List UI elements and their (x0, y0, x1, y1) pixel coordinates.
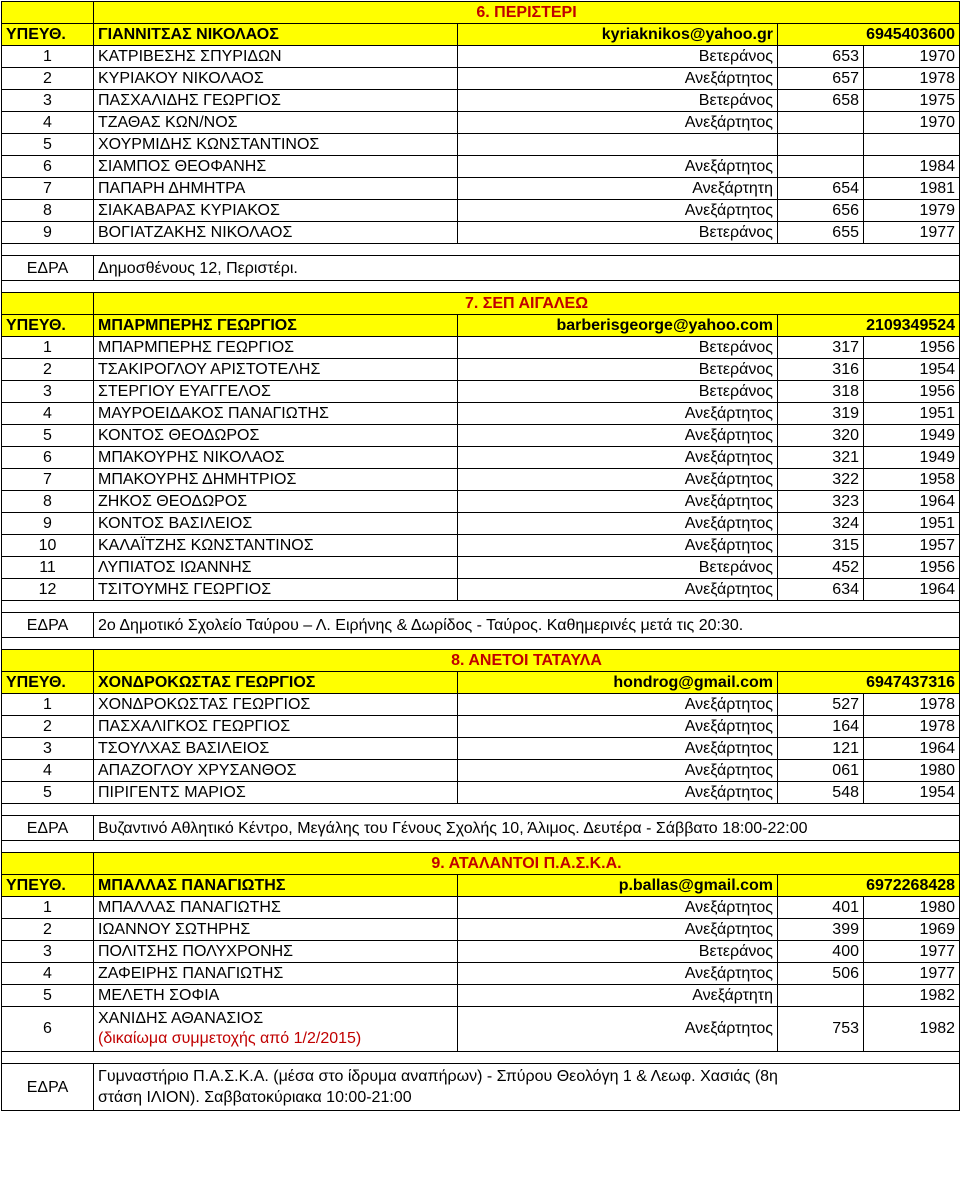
member-category: Ανεξάρτητος (458, 1007, 778, 1052)
section-title: 8. ΑΝΕΤΟΙ ΤΑΤΑΥΛΑ (94, 650, 960, 672)
member-name: ΠΑΠΑΡΗ ΔΗΜΗΤΡΑ (94, 178, 458, 200)
member-id: 657 (778, 68, 864, 90)
spacer-row (2, 244, 960, 256)
clubs-table (1, 1, 960, 1111)
member-id: 452 (778, 557, 864, 579)
member-row (2, 694, 960, 716)
member-year: 1984 (864, 156, 960, 178)
seat-address: 2ο Δημοτικό Σχολείο Ταύρου – Λ. Ειρήνης & Δωρίδος - Ταύρος. Καθημερινές μετά τις 20:30. (94, 613, 960, 638)
spacer-row (2, 804, 960, 816)
member-category (458, 134, 778, 156)
responsible-phone: 2109349524 (778, 315, 960, 337)
section-title-pad (2, 2, 94, 24)
seat-label: ΕΔΡΑ (2, 256, 94, 281)
member-number: 9 (2, 513, 94, 535)
member-year: 1982 (864, 985, 960, 1007)
member-year (864, 134, 960, 156)
member-name: ΜΠΑΚΟΥΡΗΣ ΔΗΜΗΤΡΙΟΣ (94, 469, 458, 491)
responsible-row (2, 24, 960, 46)
member-id: 320 (778, 425, 864, 447)
member-row (2, 403, 960, 425)
member-row (2, 963, 960, 985)
member-year: 1956 (864, 381, 960, 403)
member-year: 1956 (864, 337, 960, 359)
member-category: Ανεξάρτητος (458, 447, 778, 469)
member-name: ΣΙΑΜΠΟΣ ΘΕΟΦΑΝΗΣ (94, 156, 458, 178)
member-category: Ανεξάρτητη (458, 178, 778, 200)
member-name: ΜΠΑΚΟΥΡΗΣ ΝΙΚΟΛΑΟΣ (94, 447, 458, 469)
member-name: ΚΑΛΑΪΤΖΗΣ ΚΩΝΣΤΑΝΤΙΝΟΣ (94, 535, 458, 557)
member-category: Ανεξάρτητος (458, 579, 778, 601)
member-row (2, 359, 960, 381)
member-row (2, 941, 960, 963)
responsible-name: ΓΙΑΝΝΙΤΣΑΣ ΝΙΚΟΛΑΟΣ (94, 24, 458, 46)
spacer-row (2, 281, 960, 293)
responsible-phone: 6945403600 (778, 24, 960, 46)
seat-row (2, 1064, 960, 1111)
member-year: 1964 (864, 738, 960, 760)
member-category: Βετεράνος (458, 941, 778, 963)
member-year: 1977 (864, 941, 960, 963)
member-name: ΠΟΛΙΤΣΗΣ ΠΟΛΥΧΡΟΝΗΣ (94, 941, 458, 963)
member-number: 5 (2, 425, 94, 447)
responsible-row (2, 315, 960, 337)
member-row (2, 200, 960, 222)
member-row (2, 68, 960, 90)
member-name: ΤΣΙΤΟΥΜΗΣ ΓΕΩΡΓΙΟΣ (94, 579, 458, 601)
member-number: 11 (2, 557, 94, 579)
member-id: 656 (778, 200, 864, 222)
spacer-cell (2, 601, 960, 613)
member-id: 400 (778, 941, 864, 963)
member-category: Βετεράνος (458, 90, 778, 112)
member-row (2, 782, 960, 804)
member-row (2, 46, 960, 68)
member-category: Ανεξάρτητος (458, 738, 778, 760)
member-name: ΣΤΕΡΓΙΟΥ ΕΥΑΓΓΕΛΟΣ (94, 381, 458, 403)
member-row (2, 491, 960, 513)
member-category: Ανεξάρτητος (458, 68, 778, 90)
member-number: 3 (2, 381, 94, 403)
section-title: 9. ΑΤΑΛΑΝΤΟΙ Π.Α.Σ.Κ.Α. (94, 853, 960, 875)
member-number: 1 (2, 694, 94, 716)
responsible-label: ΥΠΕΥΘ. (2, 24, 94, 46)
member-row (2, 579, 960, 601)
member-year: 1978 (864, 716, 960, 738)
member-id: 121 (778, 738, 864, 760)
member-number: 6 (2, 1007, 94, 1052)
member-id: 653 (778, 46, 864, 68)
member-name: ΙΩΑΝΝΟΥ ΣΩΤΗΡΗΣ (94, 919, 458, 941)
responsible-name: ΜΠΑΛΛΑΣ ΠΑΝΑΓΙΩΤΗΣ (94, 875, 458, 897)
member-name: ΠΑΣΧΑΛΙΓΚΟΣ ΓΕΩΡΓΙΟΣ (94, 716, 458, 738)
responsible-row (2, 875, 960, 897)
seat-address (94, 1064, 960, 1111)
member-name: ΠΑΣΧΑΛΙΔΗΣ ΓΕΩΡΓΙΟΣ (94, 90, 458, 112)
member-name: ΜΑΥΡΟΕΙΔΑΚΟΣ ΠΑΝΑΓΙΩΤΗΣ (94, 403, 458, 425)
member-number: 8 (2, 491, 94, 513)
member-number: 3 (2, 90, 94, 112)
member-year: 1978 (864, 694, 960, 716)
member-year: 1956 (864, 557, 960, 579)
member-row (2, 337, 960, 359)
member-number: 6 (2, 447, 94, 469)
member-year: 1977 (864, 963, 960, 985)
member-row (2, 1007, 960, 1052)
member-note: (δικαίωμα συμμετοχής από 1/2/2015) (98, 1030, 362, 1047)
member-number: 1 (2, 897, 94, 919)
responsible-email: kyriaknikos@yahoo.gr (458, 24, 778, 46)
member-name: ΧΟΝΔΡΟΚΩΣΤΑΣ ΓΕΩΡΓΙΟΣ (94, 694, 458, 716)
member-year: 1954 (864, 782, 960, 804)
member-year: 1982 (864, 1007, 960, 1052)
member-year: 1949 (864, 447, 960, 469)
member-category: Ανεξάρτητος (458, 694, 778, 716)
responsible-label: ΥΠΕΥΘ. (2, 875, 94, 897)
member-id (778, 156, 864, 178)
member-category: Ανεξάρτητος (458, 469, 778, 491)
section-title-row (2, 293, 960, 315)
member-id (778, 112, 864, 134)
responsible-email: hondrog@gmail.com (458, 672, 778, 694)
member-name: ΠΙΡΙΓΕΝΤΣ ΜΑΡΙΟΣ (94, 782, 458, 804)
member-category: Ανεξάρτητος (458, 963, 778, 985)
section-title-pad (2, 650, 94, 672)
member-id: 399 (778, 919, 864, 941)
member-id: 634 (778, 579, 864, 601)
member-number: 2 (2, 359, 94, 381)
member-number: 5 (2, 782, 94, 804)
section-title-row (2, 2, 960, 24)
section-title-pad (2, 293, 94, 315)
member-row (2, 897, 960, 919)
member-year: 1958 (864, 469, 960, 491)
member-number: 8 (2, 200, 94, 222)
member-category: Ανεξάρτητος (458, 425, 778, 447)
member-year: 1964 (864, 579, 960, 601)
member-category: Βετεράνος (458, 557, 778, 579)
responsible-email: p.ballas@gmail.com (458, 875, 778, 897)
member-name: ΤΖΑΘΑΣ ΚΩΝ/ΝΟΣ (94, 112, 458, 134)
section-title-pad (2, 853, 94, 875)
member-category: Ανεξάρτητος (458, 200, 778, 222)
member-id: 321 (778, 447, 864, 469)
spacer-cell (2, 1052, 960, 1064)
member-number: 3 (2, 738, 94, 760)
member-id (778, 985, 864, 1007)
member-year: 1957 (864, 535, 960, 557)
member-name: ΒΟΓΙΑΤΖΑΚΗΣ ΝΙΚΟΛΑΟΣ (94, 222, 458, 244)
member-row (2, 156, 960, 178)
member-number: 2 (2, 68, 94, 90)
member-name-text: ΧΑΝΙΔΗΣ ΑΘΑΝΑΣΙΟΣ (98, 1010, 264, 1027)
member-category: Ανεξάρτητος (458, 156, 778, 178)
member-year: 1981 (864, 178, 960, 200)
member-number: 7 (2, 469, 94, 491)
member-id: 323 (778, 491, 864, 513)
member-category: Βετεράνος (458, 337, 778, 359)
member-year: 1978 (864, 68, 960, 90)
member-id: 527 (778, 694, 864, 716)
member-name: ΚΟΝΤΟΣ ΒΑΣΙΛΕΙΟΣ (94, 513, 458, 535)
member-id (778, 134, 864, 156)
member-row (2, 381, 960, 403)
responsible-label: ΥΠΕΥΘ. (2, 672, 94, 694)
member-name: ΖΑΦΕΙΡΗΣ ΠΑΝΑΓΙΩΤΗΣ (94, 963, 458, 985)
member-year: 1954 (864, 359, 960, 381)
member-id: 317 (778, 337, 864, 359)
member-number: 7 (2, 178, 94, 200)
member-id: 324 (778, 513, 864, 535)
spacer-cell (2, 841, 960, 853)
section-title: 7. ΣΕΠ ΑΙΓΑΛΕΩ (94, 293, 960, 315)
member-number: 4 (2, 760, 94, 782)
member-row (2, 425, 960, 447)
member-name: ΚΟΝΤΟΣ ΘΕΟΔΩΡΟΣ (94, 425, 458, 447)
member-category: Ανεξάρτητη (458, 985, 778, 1007)
seat-row (2, 256, 960, 281)
seat-row (2, 613, 960, 638)
member-category: Ανεξάρτητος (458, 112, 778, 134)
member-category: Ανεξάρτητος (458, 897, 778, 919)
member-id: 164 (778, 716, 864, 738)
member-year: 1964 (864, 491, 960, 513)
member-name: ΤΣΑΚΙΡΟΓΛΟΥ ΑΡΙΣΤΟΤΕΛΗΣ (94, 359, 458, 381)
member-category: Ανεξάρτητος (458, 535, 778, 557)
member-row (2, 535, 960, 557)
member-category: Βετεράνος (458, 46, 778, 68)
member-year: 1951 (864, 403, 960, 425)
responsible-name: ΜΠΑΡΜΠΕΡΗΣ ΓΕΩΡΓΙΟΣ (94, 315, 458, 337)
member-name (94, 1007, 458, 1052)
spacer-row (2, 1052, 960, 1064)
member-id: 548 (778, 782, 864, 804)
member-id: 315 (778, 535, 864, 557)
member-id: 318 (778, 381, 864, 403)
member-id: 061 (778, 760, 864, 782)
seat-address: Δημοσθένους 12, Περιστέρι. (94, 256, 960, 281)
responsible-phone: 6947437316 (778, 672, 960, 694)
member-number: 2 (2, 919, 94, 941)
responsible-phone: 6972268428 (778, 875, 960, 897)
member-row (2, 178, 960, 200)
member-row (2, 90, 960, 112)
member-name: ΚΥΡΙΑΚΟΥ ΝΙΚΟΛΑΟΣ (94, 68, 458, 90)
spacer-row (2, 841, 960, 853)
member-number: 4 (2, 112, 94, 134)
member-category: Ανεξάρτητος (458, 513, 778, 535)
member-year: 1977 (864, 222, 960, 244)
member-row (2, 760, 960, 782)
member-category: Ανεξάρτητος (458, 403, 778, 425)
member-name: ΖΗΚΟΣ ΘΕΟΔΩΡΟΣ (94, 491, 458, 513)
member-id: 655 (778, 222, 864, 244)
section-title-row (2, 853, 960, 875)
member-category: Ανεξάρτητος (458, 760, 778, 782)
member-category: Ανεξάρτητος (458, 782, 778, 804)
member-category: Ανεξάρτητος (458, 491, 778, 513)
member-category: Βετεράνος (458, 381, 778, 403)
spacer-cell (2, 638, 960, 650)
spacer-row (2, 601, 960, 613)
member-year: 1970 (864, 46, 960, 68)
member-category: Βετεράνος (458, 359, 778, 381)
spacer-cell (2, 281, 960, 293)
member-year: 1980 (864, 897, 960, 919)
seat-label: ΕΔΡΑ (2, 613, 94, 638)
section-title: 6. ΠΕΡΙΣΤΕΡΙ (94, 2, 960, 24)
seat-row (2, 816, 960, 841)
member-number: 12 (2, 579, 94, 601)
member-id: 506 (778, 963, 864, 985)
seat-address-line: Γυμναστήριο Π.Α.Σ.Κ.Α. (μέσα στο ίδρυμα αναπήρων) - Σπύρου Θεολόγη 1 & Λεωφ. Χασιάς (8η (98, 1068, 778, 1085)
section-title-row (2, 650, 960, 672)
member-name: ΚΑΤΡΙΒΕΣΗΣ ΣΠΥΡΙΔΩΝ (94, 46, 458, 68)
member-name: ΣΙΑΚΑΒΑΡΑΣ ΚΥΡΙΑΚΟΣ (94, 200, 458, 222)
member-number: 5 (2, 985, 94, 1007)
member-id: 319 (778, 403, 864, 425)
member-row (2, 469, 960, 491)
member-row (2, 112, 960, 134)
member-number: 9 (2, 222, 94, 244)
member-id: 753 (778, 1007, 864, 1052)
member-row (2, 222, 960, 244)
member-number: 6 (2, 156, 94, 178)
member-number: 4 (2, 403, 94, 425)
seat-label: ΕΔΡΑ (2, 816, 94, 841)
member-name: ΧΟΥΡΜΙΔΗΣ ΚΩΝΣΤΑΝΤΙΝΟΣ (94, 134, 458, 156)
member-number: 1 (2, 337, 94, 359)
responsible-name: ΧΟΝΔΡΟΚΩΣΤΑΣ ΓΕΩΡΓΙΟΣ (94, 672, 458, 694)
member-id: 401 (778, 897, 864, 919)
seat-label: ΕΔΡΑ (2, 1064, 94, 1111)
spacer-cell (2, 244, 960, 256)
member-category: Ανεξάρτητος (458, 919, 778, 941)
spacer-cell (2, 804, 960, 816)
responsible-label: ΥΠΕΥΘ. (2, 315, 94, 337)
member-number: 2 (2, 716, 94, 738)
member-name: ΜΠΑΡΜΠΕΡΗΣ ΓΕΩΡΓΙΟΣ (94, 337, 458, 359)
member-category: Βετεράνος (458, 222, 778, 244)
member-name: ΛΥΠΙΑΤΟΣ ΙΩΑΝΝΗΣ (94, 557, 458, 579)
member-number: 5 (2, 134, 94, 156)
member-year: 1949 (864, 425, 960, 447)
member-number: 4 (2, 963, 94, 985)
member-year: 1979 (864, 200, 960, 222)
member-row (2, 557, 960, 579)
member-row (2, 447, 960, 469)
member-row (2, 738, 960, 760)
member-row (2, 513, 960, 535)
member-category: Ανεξάρτητος (458, 716, 778, 738)
member-number: 3 (2, 941, 94, 963)
member-number: 10 (2, 535, 94, 557)
member-row (2, 985, 960, 1007)
member-name: ΑΠΑΖΟΓΛΟΥ ΧΡΥΣΑΝΘΟΣ (94, 760, 458, 782)
member-row (2, 919, 960, 941)
member-year: 1970 (864, 112, 960, 134)
member-year: 1969 (864, 919, 960, 941)
member-row (2, 716, 960, 738)
member-name: ΜΠΑΛΛΑΣ ΠΑΝΑΓΙΩΤΗΣ (94, 897, 458, 919)
seat-address-line: στάση ΙΛΙΟΝ). Σαββατοκύριακα 10:00-21:00 (98, 1089, 412, 1106)
responsible-email: barberisgeorge@yahoo.com (458, 315, 778, 337)
member-name: ΜΕΛΕΤΗ ΣΟΦΙΑ (94, 985, 458, 1007)
member-year: 1951 (864, 513, 960, 535)
member-row (2, 134, 960, 156)
member-name: ΤΣΟΥΛΧΑΣ ΒΑΣΙΛΕΙΟΣ (94, 738, 458, 760)
member-id: 316 (778, 359, 864, 381)
member-id: 658 (778, 90, 864, 112)
spacer-row (2, 638, 960, 650)
responsible-row (2, 672, 960, 694)
member-year: 1975 (864, 90, 960, 112)
member-number: 1 (2, 46, 94, 68)
member-id: 654 (778, 178, 864, 200)
seat-address: Βυζαντινό Αθλητικό Κέντρο, Μεγάλης του Γένους Σχολής 10, Άλιμος. Δευτέρα - Σάββατο 18:00-22:00 (94, 816, 960, 841)
member-year: 1980 (864, 760, 960, 782)
member-id: 322 (778, 469, 864, 491)
